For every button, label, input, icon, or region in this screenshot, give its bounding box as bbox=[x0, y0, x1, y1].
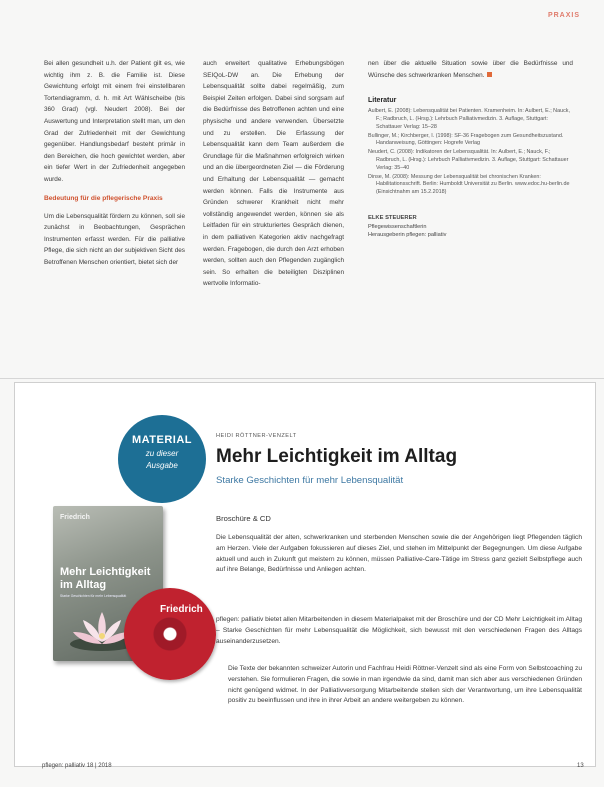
literature-title: Literatur bbox=[368, 97, 397, 105]
page-number: 13 bbox=[577, 763, 584, 769]
text-column-2 bbox=[203, 58, 344, 290]
text-column-3 bbox=[368, 58, 573, 239]
book-title: Mehr Leichtigkeit bbox=[60, 566, 151, 578]
cd-label: Friedrich bbox=[160, 604, 203, 615]
book-subtitle: Starke Geschichten für mehr Lebensqualität bbox=[60, 594, 127, 598]
badge-title: MATERIAL bbox=[131, 434, 192, 446]
panel-body-1 bbox=[216, 533, 582, 576]
author-kicker: HEIDI RÖTTNER-VENZELT bbox=[216, 433, 297, 439]
literature-entry: Bullinger, M.; Kirchberger, I. (1998): SF-36 Fragebogen zum Gesundheitszustand. Handanweisung, Göttingen: Hogrefe Verlag bbox=[368, 132, 564, 147]
literature-entry: Aulbert, E. (2008): Lebensqualität bei Patienten. Kramenheim. In: Aulbert, E.; Nauck, F.; Radbruch, L. (Hrsg.): Lehrbuch Palliativmedizin. 3. Auflage, Stuttgart: Schattauer Verlag: 15–28 bbox=[368, 108, 570, 130]
paragraph: Um die Lebensqualität fördern zu können, soll sie zunächst in Beobachtungen, Gesprächen Instrumenten erfasst werden. Für die palliative Pflege, die sich nicht an der subjektiven Sicht des Betroffenen Menschen orientiert, bietet sich der bbox=[44, 212, 185, 266]
cd-disc-image bbox=[124, 588, 216, 680]
end-mark-icon bbox=[487, 72, 492, 77]
book-brand: Friedrich bbox=[60, 514, 90, 521]
literature-entry: Neudert, C. (2008): Indikatoren der Lebensqualität. In: Aulbert, E.; Nauck, F.; Radbruch, L. (Hrsg.): Lehrbuch Palliativmedizin. 3. Auflage, Stuttgart: Schattauer Verlag: 35–40 bbox=[368, 149, 569, 171]
panel-headline: Mehr Leichtigkeit im Alltag bbox=[216, 446, 458, 467]
paragraph: auch erweitert qualitative Erhebungsbögen SEIQoL-DW an. Die Erhebung der Lebensqualität sollte dabei regelmäßig, zum Beispiel Zeiten erfolgen. Dabei sind sorgsam auf die Bedürfnisse des Betroffenen achten und eine physische und andere verwenden. Übersetzte und zu erstellen. Die Erfassung der Lebensqualität kann dem Team außerdem die Grundlage für die Maßnahmen erfolgreich wirken und an die übergeordneten Ziel — die Förderung und Erhaltung der Lebensqualität — gemacht werden können. Falls die Instrumente aus Gründen schwerer Krankheit nicht mehr vollständig angewendet werden, können sie als Leitfaden für ein strukturiertes Gespräch dienen, in dem palliativen Kategorien aktiv nachgefragt werden. Fragebogen, die durch den Arzt erhoben werden, sollten auch den Pflegenden zugänglich sein. So erhalten die beteiligten Disziplinen wertvolle Informatio- bbox=[203, 60, 344, 288]
literature-entry: Dinse, M. (2008): Messung der Lebensqualität bei chronischen Kranken: Habilitationsschrift. Berlin: Humboldt Universität zu Berlin. www.edoc.hu-berlin.de (Einsichtnahm am 15.2.2018) bbox=[368, 173, 570, 196]
media-type: Broschüre & CD bbox=[216, 514, 271, 523]
panel-subline: Starke Geschichten für mehr Lebensqualität bbox=[216, 475, 404, 486]
paragraph: Die Texte der bekannten schweizer Autorin und Fachfrau Heidi Röttner-Venzelt sind als eine Form von Selbstcoaching zu verstehen. Sie formulieren Fragen, die sowie in man irgendwie da sind, damit man sich aber aus verschiedenen Gründen nicht genügend widmet. In der Palliativversorgung Mitarbeitende stellen sich der Verantwortung, um ihre Lebensqualität positiv zu beeinflussen und ihre in ihrer Arbeit an andere weitergeben zu können. bbox=[228, 665, 582, 705]
paragraph: Bei allen gesundheit u.h. der Patient gilt es, wie wichtig ihm z. B. die Familie ist. Diese Gewichtung erfolgt mit einem frei einstellbaren Tortendiagramm, d. h. mit Art Wählscheibe (bis 360 Grad) (vgl. Neudert 2008). Bei der Auswertung und Interpretation stellt man, um den Grad der Zufriedenheit mit der Gewichtung gegenüber. Handlungsbedarf besteht primär in den Bereichen, die hoch gewichtet werden, aber ein tiefer Wert in der Zufriedenheit angegeben wurde. bbox=[44, 60, 185, 183]
badge-subtitle: zu dieser bbox=[145, 449, 179, 458]
panel-body-2 bbox=[216, 615, 582, 647]
paragraph: Die Lebensqualität der alten, schwerkranken und sterbenden Menschen sowie die der Angehörigen liegt Pflegenden täglich am Herzen. Viele der Aufgaben fokussieren auf dieses Ziel, und stehen im Mittelpunkt der Begegnungen. Um diese Aufgabe aktuell und auch in Zukunft gut meistern zu können, müssen Palliative-Care-Tätige im Stress ganz gezielt Selbstpflege auch auf ihre Belange, Bedürfnisse und Anliegen achten. bbox=[216, 534, 582, 574]
journal-footer: pflegen: palliativ 18 | 2018 bbox=[42, 763, 112, 769]
panel-body-3 bbox=[228, 664, 582, 707]
badge-subtitle: Ausgabe bbox=[146, 461, 178, 470]
literature-list bbox=[368, 108, 573, 197]
paragraph: pflegen: palliativ bietet allen Mitarbeitenden in diesem Materialpaket mit der Broschüre und der CD Mehr Leichtigkeit im Alltag – Starke Geschichten für mehr Lebensqualität die Möglichkeit, sich bewusst mit den verschiedenen Fragen des Alltags auseinanderzusetzen. bbox=[216, 616, 582, 645]
text-column-1 bbox=[44, 58, 185, 269]
author-box-title: ELKE STEUERER bbox=[368, 214, 417, 221]
subheading: Bedeutung für die pflegerische Praxis bbox=[44, 194, 163, 202]
author-role: Herausgeberin pflegen: palliativ bbox=[368, 231, 447, 238]
book-title: im Alltag bbox=[60, 579, 107, 591]
section-divider bbox=[0, 378, 604, 379]
section-tag: PRAXIS bbox=[547, 12, 580, 19]
material-badge bbox=[118, 415, 206, 503]
paragraph: nen über die aktuelle Situation sowie über die Bedürfnisse und Wünsche des schwerkranken Menschen. bbox=[368, 60, 573, 79]
author-role: Pflegewissenschaftlerin bbox=[368, 223, 427, 230]
